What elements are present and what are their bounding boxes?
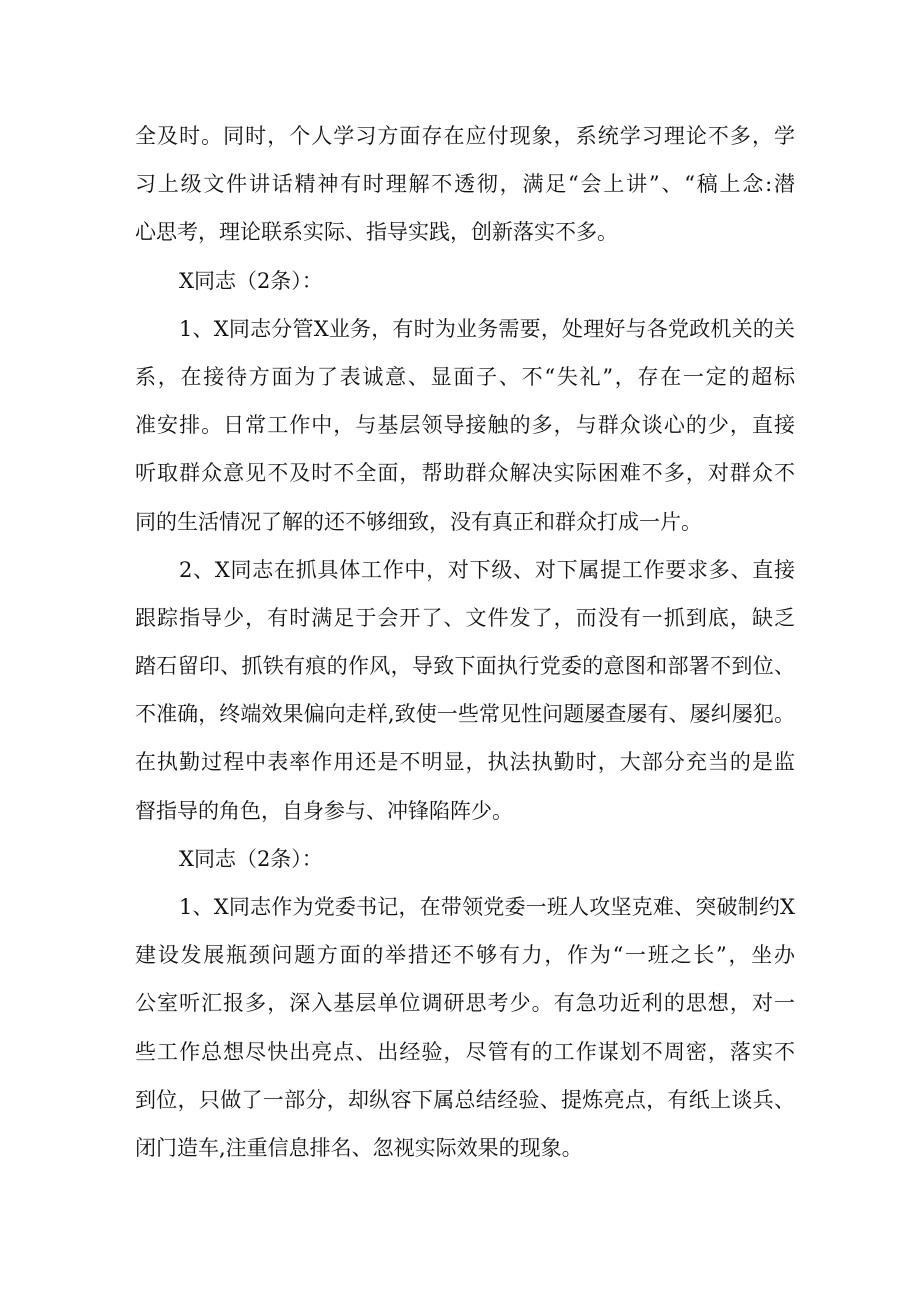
text-line: 跟踪指导少，有时满足于会开了、文件发了，而没有一抓到底，缺乏 (135, 605, 795, 630)
text-line: 踏石留印、抓铁有痕的作风，导致下面执行党委的意图和部署不到位、 (135, 654, 795, 679)
text-line: 系，在接待方面为了表诚意、显面子、不“失礼”，存在一定的超标 (135, 364, 795, 389)
text-line: 督指导的角色，自身参与、冲锋陷阵少。 (135, 798, 513, 823)
heading-line: X同志（2条）： (179, 846, 323, 871)
paragraph-item-1 (135, 305, 795, 546)
text-line: 闭门造车,注重信息排名、忽视实际效果的现象。 (135, 1135, 583, 1160)
text-line: 准安排。日常工作中，与基层领导接触的多，与群众谈心的少，直接 (135, 413, 795, 438)
text-line: 1、X同志作为党委书记，在带领党委一班人攻坚克难、突破制约X (179, 895, 795, 919)
text-line: 不准确，终端效果偏向走样,致使一些常见性问题屡查屡有、屡纠屡犯。 (135, 702, 795, 727)
heading-line: X同志（2条）： (179, 268, 323, 293)
text-line: 听取群众意见不及时不全面，帮助群众解决实际困难不多，对群众不 (135, 461, 795, 486)
text-line: 1、X同志分管X业务，有时为业务需要，处理好与各党政机关的关 (179, 316, 795, 341)
paragraph-item-2 (135, 546, 795, 835)
text-line: 习上级文件讲话精神有时理解不透彻，满足“会上讲”、“稿上念:潜 (135, 172, 795, 197)
text-line: 到位，只做了一部分，却纵容下属总结经验、提炼亮点，有纸上谈兵、 (135, 1087, 795, 1112)
text-line: 心思考，理论联系实际、指导实践，创新落实不多。 (135, 220, 618, 245)
text-line: 同的生活情况了解的还不够细致，没有真正和群众打成一片。 (135, 509, 702, 534)
text-line: 建设发展瓶颈问题方面的举措还不够有力，作为“一班之长”，坐办 (135, 943, 795, 968)
text-line: 在执勤过程中表率作用还是不明显，执法执勤时，大部分充当的是监 (135, 750, 795, 775)
text-line: 全及时。同时，个人学习方面存在应付现象，系统学习理论不多，学 (135, 124, 795, 148)
section-heading (135, 835, 795, 883)
document-body (135, 112, 795, 1172)
section-heading (135, 257, 795, 305)
text-line: 些工作总想尽快出亮点、出经验，尽管有的工作谋划不周密，落实不 (135, 1039, 795, 1064)
text-line: 公室听汇报多，深入基层单位调研思考少。有急功近利的思想，对一 (135, 991, 795, 1016)
text-line: 2、X同志在抓具体工作中，对下级、对下属提工作要求多、直接 (179, 557, 795, 582)
paragraph-item-1 (135, 883, 795, 1172)
paragraph-continuation (135, 112, 795, 257)
